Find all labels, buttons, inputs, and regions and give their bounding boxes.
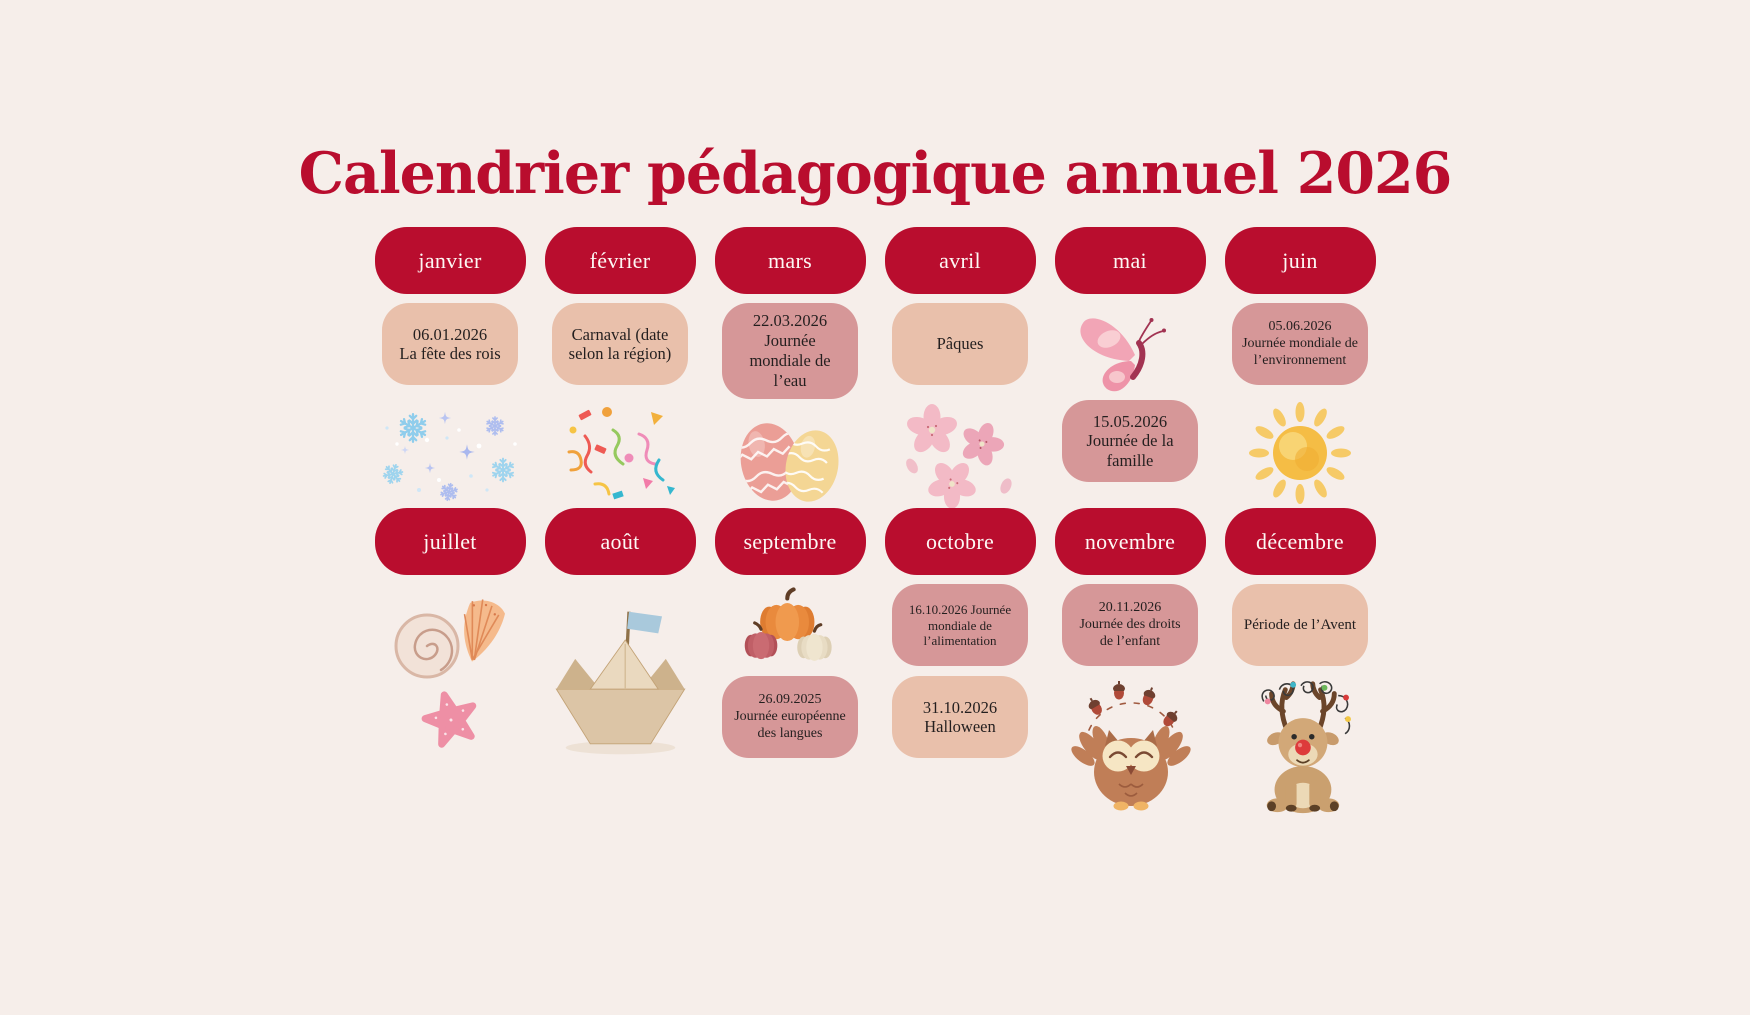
confetti-illustration	[555, 400, 685, 506]
month-pill-mars: mars	[715, 227, 866, 294]
event-card-avent	[1232, 584, 1368, 666]
event-cell	[715, 676, 866, 816]
event-label: Journée mondiale de l’environnement	[1242, 335, 1358, 368]
cherry-blossoms-illustration	[898, 400, 1023, 508]
event-label: Journée de la famille	[1086, 431, 1174, 471]
event-label: Carnaval (date selon la région)	[568, 324, 672, 364]
event-label: Journée mondiale de l’eau	[749, 331, 831, 390]
event-date: 31.10.2026	[922, 697, 998, 717]
month-pill-aout: août	[545, 508, 696, 575]
month-column-septembre	[715, 508, 866, 816]
month-column-juillet	[375, 508, 526, 816]
event-cell	[1225, 303, 1376, 391]
month-pill-novembre: novembre	[1055, 508, 1206, 575]
month-column-juin	[1225, 227, 1376, 508]
owl-illustration	[1063, 676, 1198, 814]
easter-eggs-illustration	[730, 400, 850, 508]
event-card-paques	[892, 303, 1028, 385]
event-cell	[885, 584, 1036, 667]
event-cell	[375, 303, 526, 391]
month-pill-septembre: septembre	[715, 508, 866, 575]
butterfly-illustration	[1065, 303, 1195, 395]
decoration-cell	[375, 584, 526, 816]
event-label: Période de l’Avent	[1243, 617, 1357, 634]
event-cell	[885, 676, 1036, 816]
month-column-mars	[715, 227, 866, 508]
snowflakes-illustration	[375, 400, 525, 508]
event-cell	[1055, 584, 1206, 667]
event-cell	[545, 303, 696, 391]
month-column-aout	[545, 508, 696, 816]
month-pill-avril: avril	[885, 227, 1036, 294]
event-card-halloween	[892, 676, 1028, 758]
month-column-novembre	[1055, 508, 1206, 816]
decoration-cell	[1225, 676, 1376, 816]
event-card-journee-famille	[1062, 400, 1198, 482]
event-date: 15.05.2026	[1092, 411, 1168, 431]
event-label: Journée européenne des langues	[734, 708, 846, 741]
decoration-cell	[715, 400, 866, 508]
page-title: Calendrier pédagogique annuel 2026	[298, 140, 1452, 207]
event-date: 05.06.2026	[1268, 319, 1332, 335]
month-column-decembre	[1225, 508, 1376, 816]
month-pill-decembre: décembre	[1225, 508, 1376, 575]
calendar-row-bottom	[375, 508, 1376, 816]
calendar-row-top	[375, 227, 1376, 508]
pumpkins-illustration	[725, 584, 855, 670]
decoration-cell	[1055, 303, 1206, 391]
event-cell	[715, 303, 866, 391]
event-card-journee-alimentation	[892, 584, 1028, 666]
event-label: Halloween	[924, 717, 996, 737]
month-column-janvier	[375, 227, 526, 508]
reindeer-illustration	[1233, 676, 1368, 818]
event-card-journee-eau	[722, 303, 858, 398]
decoration-cell	[715, 584, 866, 667]
seashells-illustration	[375, 584, 525, 756]
event-card-droits-enfant	[1062, 584, 1198, 666]
month-column-octobre	[885, 508, 1036, 816]
month-pill-octobre: octobre	[885, 508, 1036, 575]
event-card-fete-des-rois	[382, 303, 518, 385]
event-date: 22.03.2026	[752, 311, 828, 331]
event-date: 26.09.2025	[758, 692, 822, 708]
sun-illustration	[1243, 400, 1358, 506]
month-pill-mai: mai	[1055, 227, 1206, 294]
event-label: La fête des rois	[399, 344, 501, 364]
month-pill-juin: juin	[1225, 227, 1376, 294]
month-column-avril	[885, 227, 1036, 508]
decoration-cell	[1055, 676, 1206, 816]
decoration-cell	[375, 400, 526, 508]
event-date: 20.11.2026	[1098, 600, 1162, 616]
event-date: 06.01.2026	[412, 324, 488, 344]
paper-boat-illustration	[545, 584, 696, 764]
event-label: Journée des droits de l’enfant	[1079, 616, 1181, 649]
month-pill-janvier: janvier	[375, 227, 526, 294]
decoration-cell	[545, 400, 696, 508]
event-card-carnaval	[552, 303, 688, 385]
month-pill-juillet: juillet	[375, 508, 526, 575]
month-pill-fevrier: février	[545, 227, 696, 294]
event-cell	[1225, 584, 1376, 667]
month-column-mai	[1055, 227, 1206, 508]
event-cell	[1055, 400, 1206, 508]
event-cell	[885, 303, 1036, 391]
decoration-cell	[1225, 400, 1376, 508]
event-card-journee-environnement	[1232, 303, 1368, 385]
event-card-journee-langues	[722, 676, 858, 758]
calendar	[375, 227, 1376, 816]
decoration-cell	[885, 400, 1036, 508]
decoration-cell	[545, 584, 696, 816]
event-label: Pâques	[936, 334, 984, 354]
month-column-fevrier	[545, 227, 696, 508]
event-label: 16.10.2026 Journée mondiale de l’alimentation	[908, 602, 1012, 649]
